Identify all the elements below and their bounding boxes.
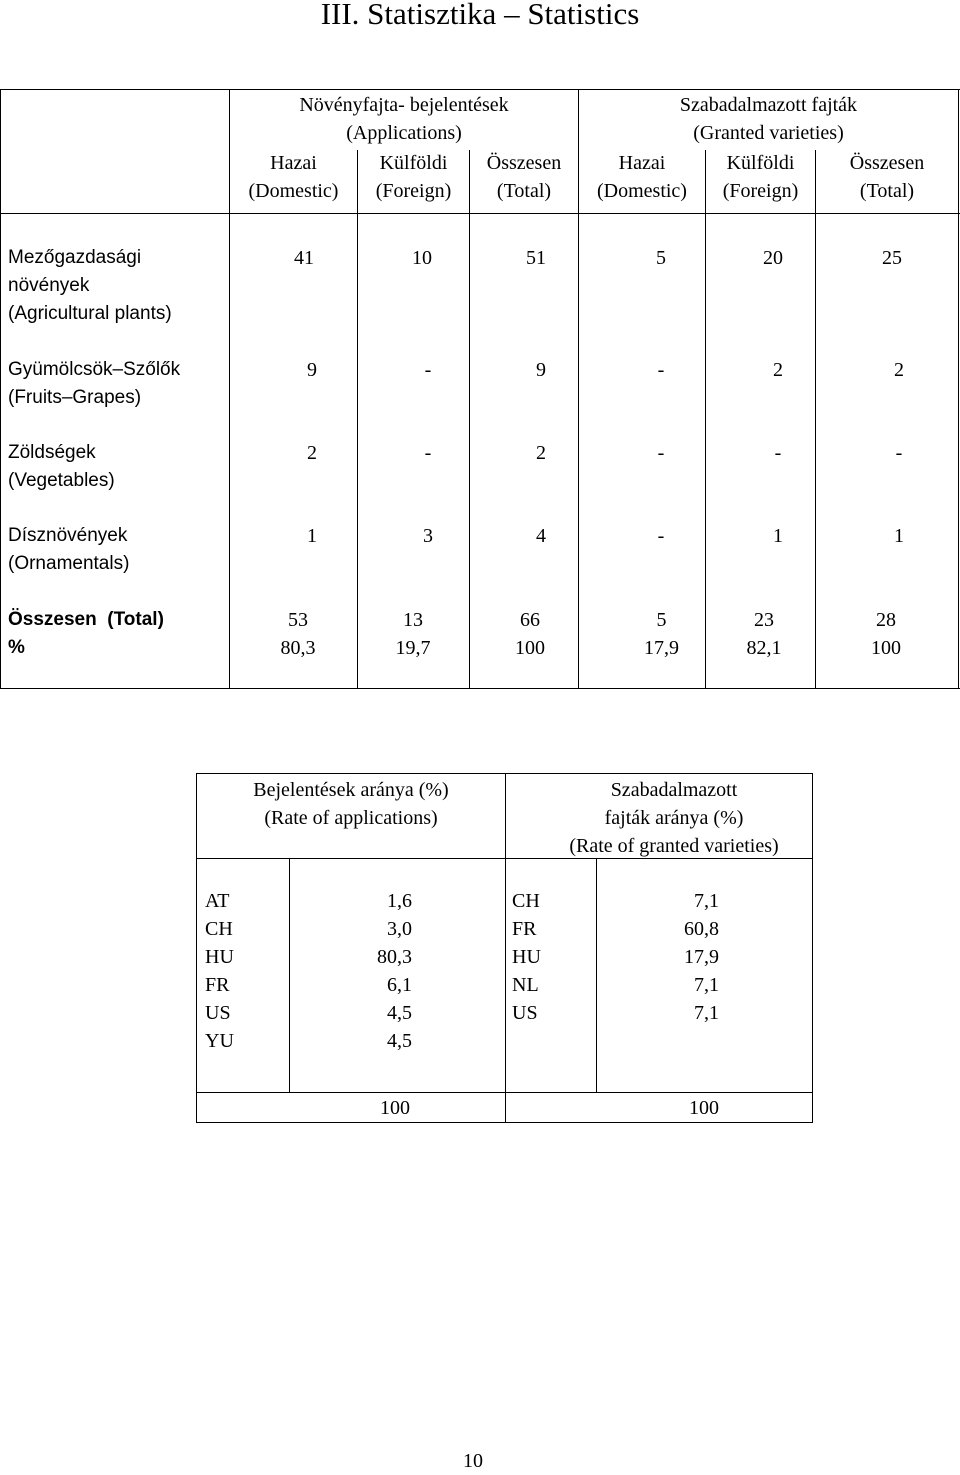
subheader-domestic: Hazai (Domestic) bbox=[248, 152, 339, 202]
table-border-top bbox=[0, 89, 960, 90]
subheader-total: Összesen (Total) bbox=[849, 152, 925, 202]
table-cell: 9 bbox=[536, 359, 546, 381]
table-cell: - bbox=[895, 442, 903, 464]
table-cell: 4 bbox=[536, 525, 546, 547]
table-cell: 2 bbox=[307, 442, 317, 464]
list-item: 6,1 bbox=[387, 974, 412, 996]
list-item: NL bbox=[512, 974, 539, 996]
header-separator bbox=[0, 213, 960, 214]
header-rate-of-granted: Szabadalmazott fajták aránya (%) (Rate of granted varieties) bbox=[569, 779, 779, 857]
table-cell: - bbox=[424, 359, 432, 381]
list-item: US bbox=[205, 1002, 231, 1024]
subheader-total: Összesen (Total) bbox=[486, 152, 562, 202]
page-title: III. Statisztika – Statistics bbox=[320, 0, 640, 31]
table-cell: 10 bbox=[412, 247, 432, 269]
row-label-total: Összesen (Total) % bbox=[8, 609, 164, 658]
table-cell: 2 bbox=[536, 442, 546, 464]
table-border-right bbox=[958, 89, 959, 689]
table-cell-total: 13 19,7 bbox=[395, 609, 431, 659]
table-cell-total: 28 100 bbox=[871, 609, 901, 659]
table-cell: 9 bbox=[307, 359, 317, 381]
list-item: 7,1 bbox=[694, 974, 719, 996]
subheader-foreign: Külföldi (Foreign) bbox=[375, 152, 452, 202]
table-cell: - bbox=[774, 442, 782, 464]
table-cell: 3 bbox=[423, 525, 433, 547]
row-label-vegetables: Zöldségek (Vegetables) bbox=[8, 442, 115, 491]
subheader-domestic: Hazai (Domestic) bbox=[597, 152, 687, 202]
table-cell: 20 bbox=[763, 247, 783, 269]
row-label-agricultural: Mezőgazdasági növények (Agricultural plants) bbox=[8, 247, 172, 324]
table-cell-total: 5 17,9 bbox=[644, 609, 679, 659]
table-cell: 2 bbox=[894, 359, 904, 381]
table-border-left bbox=[0, 89, 1, 689]
list-item: US bbox=[512, 1002, 538, 1024]
table-cell: 1 bbox=[894, 525, 904, 547]
table-cell: 5 bbox=[656, 247, 666, 269]
list-item: CH bbox=[512, 890, 540, 912]
rate-value-list bbox=[290, 887, 412, 1055]
table-cell: - bbox=[657, 442, 665, 464]
total-applications: 100 bbox=[380, 1097, 410, 1119]
list-item: 7,1 bbox=[694, 890, 719, 912]
table-cell: - bbox=[657, 525, 665, 547]
table-cell: 51 bbox=[526, 247, 546, 269]
table-cell: 25 bbox=[882, 247, 902, 269]
table-cell-total: 53 80,3 bbox=[280, 609, 316, 659]
table-border-bottom bbox=[0, 688, 960, 689]
list-item: HU bbox=[512, 946, 541, 968]
country-code-list bbox=[205, 887, 234, 1055]
list-item: FR bbox=[512, 918, 537, 940]
country-code-list bbox=[512, 887, 541, 1027]
list-item: 1,6 bbox=[387, 890, 412, 912]
table-cell: - bbox=[424, 442, 432, 464]
list-item: 7,1 bbox=[694, 1002, 719, 1024]
row-label-ornamentals: Dísznövények (Ornamentals) bbox=[8, 525, 130, 574]
list-item: 60,8 bbox=[684, 918, 719, 940]
table-cell: 41 bbox=[294, 247, 314, 269]
total-granted: 100 bbox=[689, 1097, 719, 1119]
list-item: YU bbox=[205, 1030, 234, 1052]
subheader-foreign: Külföldi (Foreign) bbox=[722, 152, 799, 202]
list-item: 3,0 bbox=[387, 918, 412, 940]
table-cell: 2 bbox=[773, 359, 783, 381]
table-cell: 1 bbox=[307, 525, 317, 547]
list-item: 80,3 bbox=[377, 946, 412, 968]
page-number: 10 bbox=[463, 1450, 483, 1472]
header-rate-of-applications: Bejelentések aránya (%) (Rate of applications) bbox=[253, 779, 449, 829]
list-item: HU bbox=[205, 946, 234, 968]
list-item: 17,9 bbox=[684, 946, 719, 968]
group-header-granted: Szabadalmazott fajták (Granted varieties) bbox=[679, 94, 858, 144]
table-cell-total: 23 82,1 bbox=[746, 609, 782, 659]
table-cell: - bbox=[657, 359, 665, 381]
list-item: AT bbox=[205, 890, 230, 912]
list-item: FR bbox=[205, 974, 230, 996]
list-item: 4,5 bbox=[387, 1030, 412, 1052]
table-cell: 1 bbox=[773, 525, 783, 547]
list-item: CH bbox=[205, 918, 233, 940]
list-item: 4,5 bbox=[387, 1002, 412, 1024]
table-cell-total: 66 100 bbox=[515, 609, 545, 659]
rate-value-list bbox=[597, 887, 719, 1027]
row-label-fruits: Gyümölcsök–Szőlők (Fruits–Grapes) bbox=[8, 359, 181, 408]
group-header-applications: Növényfajta- bejelentések (Applications) bbox=[299, 94, 509, 144]
